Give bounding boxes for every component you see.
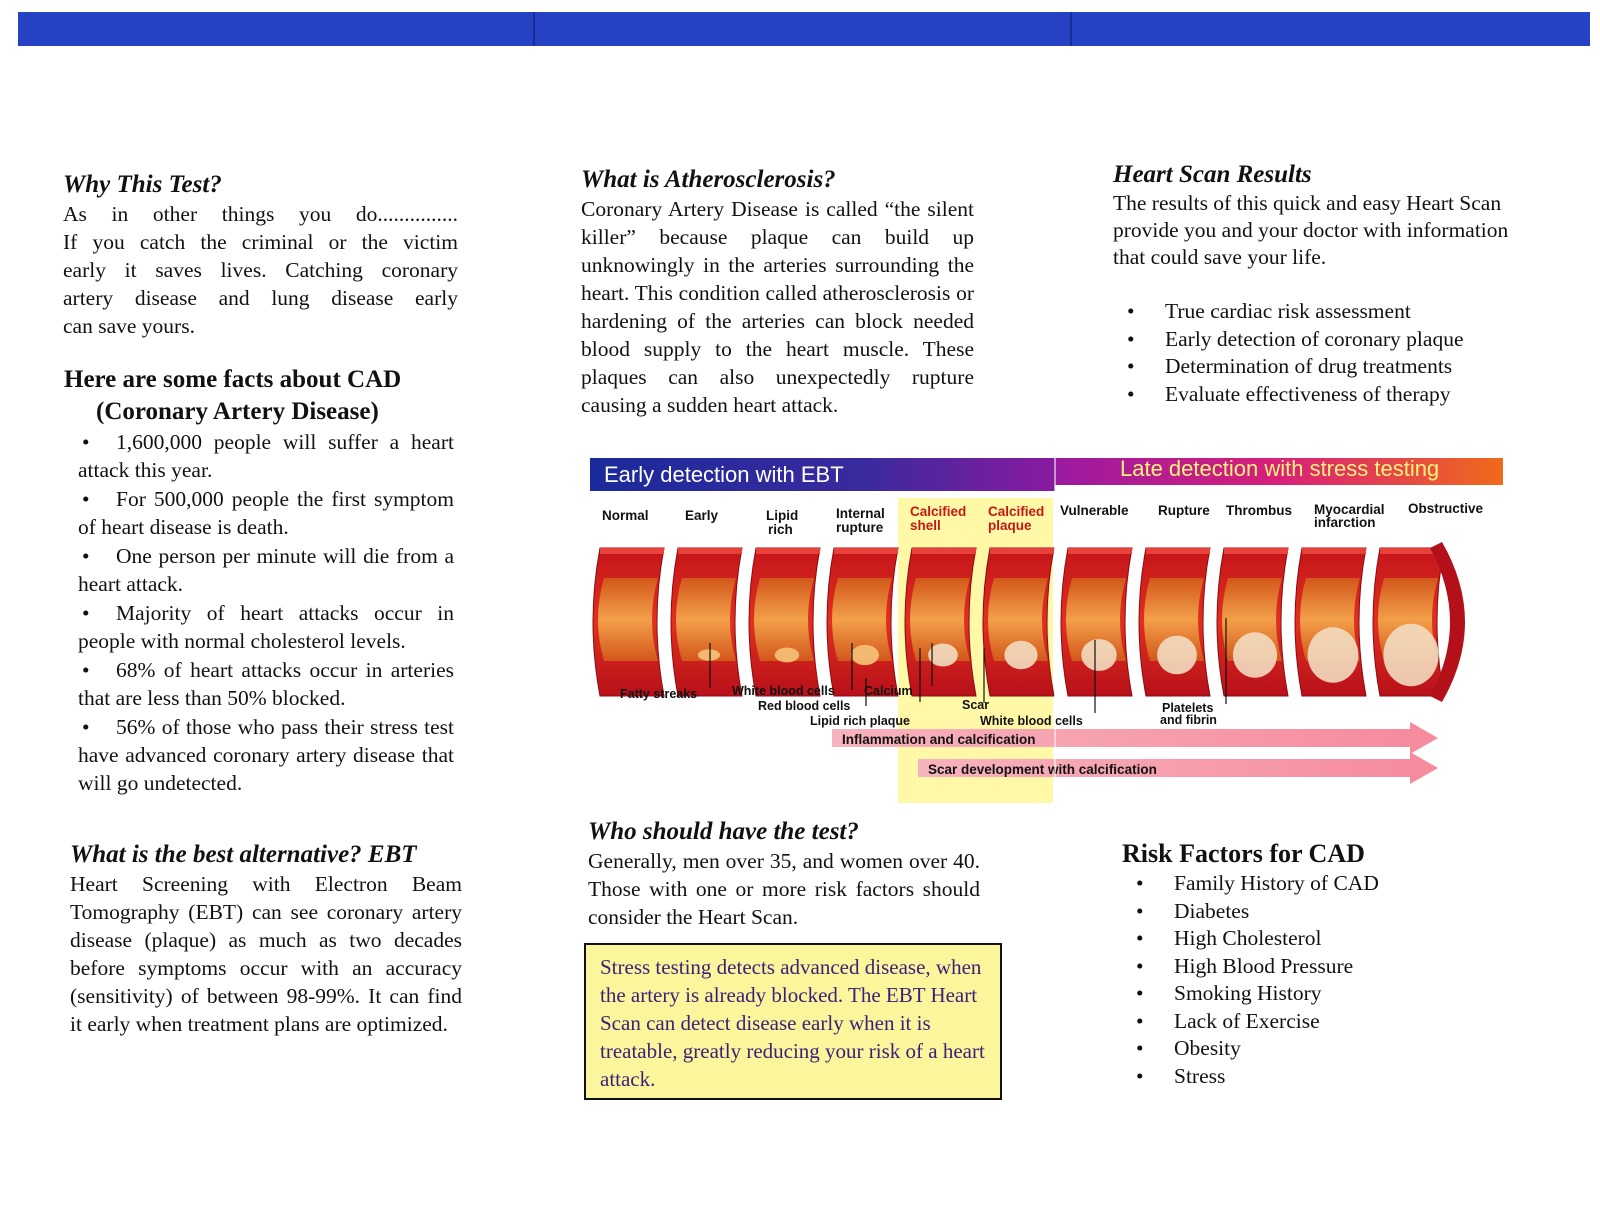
callout-text: Stress testing detects advanced disease, when the artery is already blocked. The EBT Heart Scan can detect disease early when it is treatable, greatly reducing your risk of a heart attack. (600, 955, 985, 1091)
annot-fatty-streaks: Fatty streaks (620, 687, 698, 701)
artery-segment (827, 548, 898, 696)
callout-box (584, 943, 1002, 1100)
early-detection-label: Early detection with EBT (604, 462, 844, 487)
stage-internal: Internal (836, 506, 885, 521)
alternative-heading: What is the best alternative? EBT (70, 841, 417, 868)
stage-calc-shell-2: shell (910, 518, 941, 533)
artery-segment (1061, 548, 1132, 696)
stage-lipid-2: rich (768, 522, 793, 537)
header-bar (18, 12, 1590, 46)
fact-item: • One person per minute will die from a heart attack. (78, 544, 454, 596)
artery-segment (983, 548, 1054, 696)
why-line: artery disease and lung disease early (63, 286, 458, 310)
fact-item: • For 500,000 people the first symptom of heart disease is death. (78, 487, 454, 539)
results-item: • Determination of drug treatments (1113, 353, 1513, 381)
annot-white-blood-cells: White blood cells (732, 684, 835, 698)
artery-segment (1295, 548, 1366, 696)
stage-normal: Normal (602, 508, 649, 523)
why-line: If you catch the criminal or the victim (63, 230, 458, 254)
stage-thrombus: Thrombus (1226, 503, 1292, 518)
risk-heading: Risk Factors for CAD (1122, 839, 1365, 868)
who-section (588, 817, 980, 931)
late-detection-label: Late detection with stress testing (1120, 458, 1440, 481)
stage-mi: Myocardial (1314, 502, 1385, 517)
who-text: Generally, men over 35, and women over 40. Those with one or more risk factors should consider the Heart Scan. (588, 849, 980, 929)
inflammation-arrow-label: Inflammation and calcification (842, 732, 1036, 747)
artery-segment (1139, 548, 1210, 696)
fact-item: • 68% of heart attacks occur in arteries that are less than 50% blocked. (78, 658, 454, 710)
fact-item: • 56% of those who pass their stress test have advanced coronary artery disease that will go undetected. (78, 715, 454, 795)
annot-fibrin: and fibrin (1160, 713, 1217, 727)
results-item: • True cardiac risk assessment (1113, 298, 1513, 326)
facts-heading: Here are some facts about CAD (64, 366, 402, 393)
alternative-section (70, 840, 462, 1038)
why-heading: Why This Test? (63, 171, 222, 198)
artery-segment (905, 548, 976, 696)
stage-early: Early (685, 508, 719, 523)
athero-section (581, 165, 974, 419)
annot-scar: Scar (962, 698, 990, 712)
results-text: The results of this quick and easy Heart Scan provide you and your doctor with information that could save your life. (1113, 191, 1509, 269)
why-line: As in other things you do............... (63, 202, 458, 226)
risk-item: • High Blood Pressure (1122, 953, 1502, 981)
alternative-text: Heart Screening with Electron Beam Tomography (EBT) can see coronary artery disease (plaque) as much as two decades before symptoms occur with an accuracy (sensitivity) of between 98-99%. It can find it early when treatment plans are optimized. (70, 872, 462, 1036)
stage-mi-2: infarction (1314, 515, 1376, 530)
facts-section (64, 364, 454, 797)
who-heading: Who should have the test? (588, 818, 859, 845)
artery-segment (671, 548, 742, 696)
stage-rupture: Rupture (1158, 503, 1210, 518)
artery-progression-diagram (590, 458, 1590, 803)
risk-item: • Smoking History (1122, 980, 1502, 1008)
results-heading: Heart Scan Results (1113, 161, 1312, 188)
annot-red-blood-cells: Red blood cells (758, 699, 851, 713)
scar-arrow-label: Scar development with calcification (928, 762, 1157, 777)
annot-lipid-rich-plaque: Lipid rich plaque (810, 714, 911, 728)
artery-segment (1217, 548, 1288, 696)
risk-item: • Stress (1122, 1063, 1502, 1091)
results-item: • Evaluate effectiveness of therapy (1113, 381, 1513, 409)
artery-segment (749, 548, 820, 696)
annot-calcium: Calcium (864, 684, 913, 698)
results-item: • Early detection of coronary plaque (1113, 326, 1513, 354)
stage-obstructive: Obstructive (1408, 501, 1484, 516)
artery-segment (593, 548, 664, 696)
fact-item: • Majority of heart attacks occur in people with normal cholesterol levels. (78, 601, 454, 653)
why-line: can save yours. (63, 314, 195, 338)
stage-calc-shell: Calcified (910, 504, 967, 519)
results-section (1113, 160, 1513, 408)
annot-platelets: Platelets (1162, 701, 1214, 715)
stage-calc-plaque: Calcified (988, 504, 1045, 519)
athero-heading: What is Atherosclerosis? (581, 166, 836, 193)
stage-lipid: Lipid (766, 508, 799, 523)
why-section (63, 170, 458, 340)
stage-calc-plaque-2: plaque (988, 518, 1032, 533)
risk-item: • Family History of CAD (1122, 870, 1502, 898)
athero-text: Coronary Artery Disease is called “the silent killer” because plaque can build up unknowingly in the arteries surrounding the heart. This condition called atherosclerosis or hardening of the arteries can block needed blood supply to the heart muscle. These plaques can also unexpectedly rupture causing a sudden heart attack. (581, 197, 974, 417)
fact-item: • 1,600,000 people will suffer a heart attack this year. (78, 430, 454, 482)
stage-vulnerable: Vulnerable (1060, 503, 1129, 518)
risk-section (1122, 838, 1502, 1090)
fold-line (1070, 12, 1072, 46)
fold-line (533, 12, 535, 46)
artery-segment (1373, 548, 1444, 696)
stage-internal-2: rupture (836, 520, 884, 535)
risk-item: • Diabetes (1122, 898, 1502, 926)
risk-item: • High Cholesterol (1122, 925, 1502, 953)
risk-item: • Lack of Exercise (1122, 1008, 1502, 1036)
risk-item: • Obesity (1122, 1035, 1502, 1063)
why-line: early it saves lives. Catching coronary (63, 258, 458, 282)
facts-subheading: (Coronary Artery Disease) (96, 398, 379, 425)
annot-white-blood-cells-2: White blood cells (980, 714, 1083, 728)
